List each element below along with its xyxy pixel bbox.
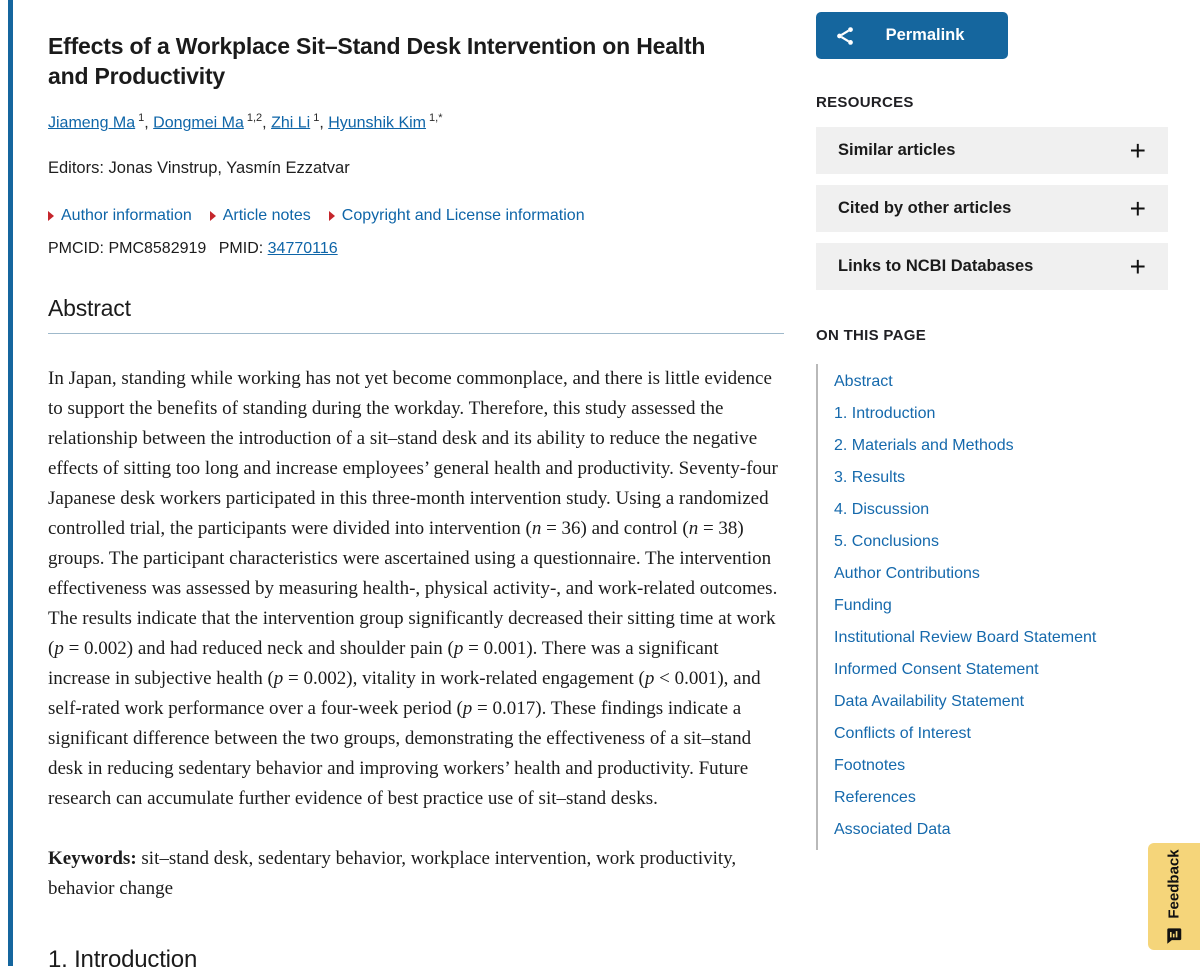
toc-link[interactable]: 4. Discussion xyxy=(834,501,930,518)
triangle-marker-icon xyxy=(210,211,216,221)
editors-label: Editors: xyxy=(48,159,104,178)
meta-link[interactable]: Author information xyxy=(61,207,192,225)
abstract-paragraph: In Japan, standing while working has not yet become commonplace, and there is little evidence to support the benefits of standing during the workday. Therefore, this study assessed the relationship between the introduction of a sit–stand desk and its ability to reduce the negative effects of sitting too long and increase employees’ general health and productivity. Seventy-four Japanese desk workers participated in this three-month intervention study. Using a randomized controlled trial, the participants were divided into intervention (n = 36) and control (n = 38) groups. The participant characteristics were ascertained using a questionnaire. The intervention effectiveness was assessed by measuring health-, physical activity-, and work-related outcomes. The results indicate that the intervention group significantly decreased their sitting time at work (p = 0.002) and had reduced neck and shoulder pain (p = 0.001). There was a significant increase in subjective health (p = 0.002), vitality in work-related engagement (p < 0.001), and self-rated work performance over a four-week period (p = 0.017). These findings indicate a significant difference between the two groups, demonstrating the effectiveness of a sit–stand desk in reducing sedentary behavior and improving workers’ health and productivity. Future research can accumulate further evidence of best practice use of sit–stand desks. xyxy=(48,368,778,810)
toc-link[interactable]: 5. Conclusions xyxy=(834,533,939,550)
toc-link[interactable]: References xyxy=(834,789,916,806)
toc-link[interactable]: 3. Results xyxy=(834,469,906,486)
plus-icon: + xyxy=(1129,250,1146,282)
pmcid-value: PMC8582919 xyxy=(108,240,207,258)
toc-link[interactable]: Funding xyxy=(834,597,892,614)
resources-accordion xyxy=(816,127,1184,290)
keywords-line xyxy=(48,844,784,904)
on-this-page-heading: ON THIS PAGE xyxy=(816,327,926,344)
meta-link-item xyxy=(329,207,585,225)
meta-link-item xyxy=(48,207,192,225)
editors-names: Jonas Vinstrup, Yasmín Ezzatvar xyxy=(108,159,350,178)
toc-link[interactable]: Data Availability Statement xyxy=(834,693,1025,710)
toc-link[interactable]: 2. Materials and Methods xyxy=(834,437,1014,454)
keywords-label: Keywords: xyxy=(48,848,137,870)
toc-link[interactable]: Abstract xyxy=(834,373,893,390)
sidebar xyxy=(816,0,1184,850)
author-affiliation-sup: 1,2 xyxy=(246,112,263,124)
permalink-button[interactable] xyxy=(816,12,1008,59)
toc-link[interactable]: Conflicts of Interest xyxy=(834,725,971,742)
meta-link[interactable]: Article notes xyxy=(222,207,311,225)
article-title: Effects of a Workplace Sit–Stand Desk Intervention on Health and Productivity xyxy=(48,33,706,89)
share-icon xyxy=(834,25,856,47)
meta-link-item xyxy=(210,207,311,225)
keywords-text: sit–stand desk, sedentary behavior, workplace intervention, work productivity, behavior change xyxy=(48,848,737,900)
article-meta-links xyxy=(48,207,784,225)
article-ids xyxy=(48,240,784,258)
pmcid-label: PMCID: xyxy=(48,240,104,258)
resources-accordion-row[interactable] xyxy=(816,127,1168,174)
author-link[interactable]: Jiameng Ma xyxy=(48,114,136,132)
author-link[interactable]: Hyunshik Kim xyxy=(328,114,427,132)
accordion-row-label: Similar articles xyxy=(838,141,956,159)
pmid-label: PMID: xyxy=(218,240,264,258)
plus-icon: + xyxy=(1129,192,1146,224)
article-main xyxy=(48,0,784,974)
feedback-label: Feedback xyxy=(1165,848,1183,919)
feedback-button[interactable] xyxy=(1148,843,1200,950)
resources-accordion-row[interactable] xyxy=(816,243,1168,290)
plus-icon: + xyxy=(1129,134,1146,166)
toc-link[interactable]: Institutional Review Board Statement xyxy=(834,629,1097,646)
accordion-row-label: Cited by other articles xyxy=(838,199,1012,217)
resources-heading: RESOURCES xyxy=(816,94,914,111)
triangle-marker-icon xyxy=(329,211,335,221)
toc-link[interactable]: Informed Consent Statement xyxy=(834,661,1039,678)
introduction-heading: 1. Introduction xyxy=(48,946,198,974)
abstract-heading: Abstract xyxy=(48,295,784,334)
pmid-link[interactable]: 34770116 xyxy=(267,240,338,258)
triangle-marker-icon xyxy=(48,211,54,221)
accordion-row-label: Links to NCBI Databases xyxy=(838,257,1034,275)
left-accent-bar xyxy=(8,0,13,966)
author-affiliation-sup: 1 xyxy=(313,112,320,124)
author-link[interactable]: Dongmei Ma xyxy=(153,114,244,132)
toc-link[interactable]: Author Contributions xyxy=(834,565,980,582)
meta-link[interactable]: Copyright and License information xyxy=(341,207,585,225)
author-list: Jiameng Ma $^1$, Dongmei Ma $^{1,2}$, Zhi Li $^1$, Hyunshik Kim $^{1,*}$ xyxy=(48,112,443,132)
toc-link[interactable]: Footnotes xyxy=(834,757,906,774)
toc-link[interactable]: Associated Data xyxy=(834,821,951,838)
author-affiliation-sup: 1,* xyxy=(429,112,443,124)
feedback-icon xyxy=(1165,926,1183,944)
resources-accordion-row[interactable] xyxy=(816,185,1168,232)
editors-line xyxy=(48,159,784,178)
toc-link[interactable]: 1. Introduction xyxy=(834,405,936,422)
permalink-label: Permalink xyxy=(885,26,965,44)
author-affiliation-sup: 1 xyxy=(138,112,145,124)
on-this-page-nav xyxy=(816,364,1184,850)
author-link[interactable]: Zhi Li xyxy=(271,114,311,132)
